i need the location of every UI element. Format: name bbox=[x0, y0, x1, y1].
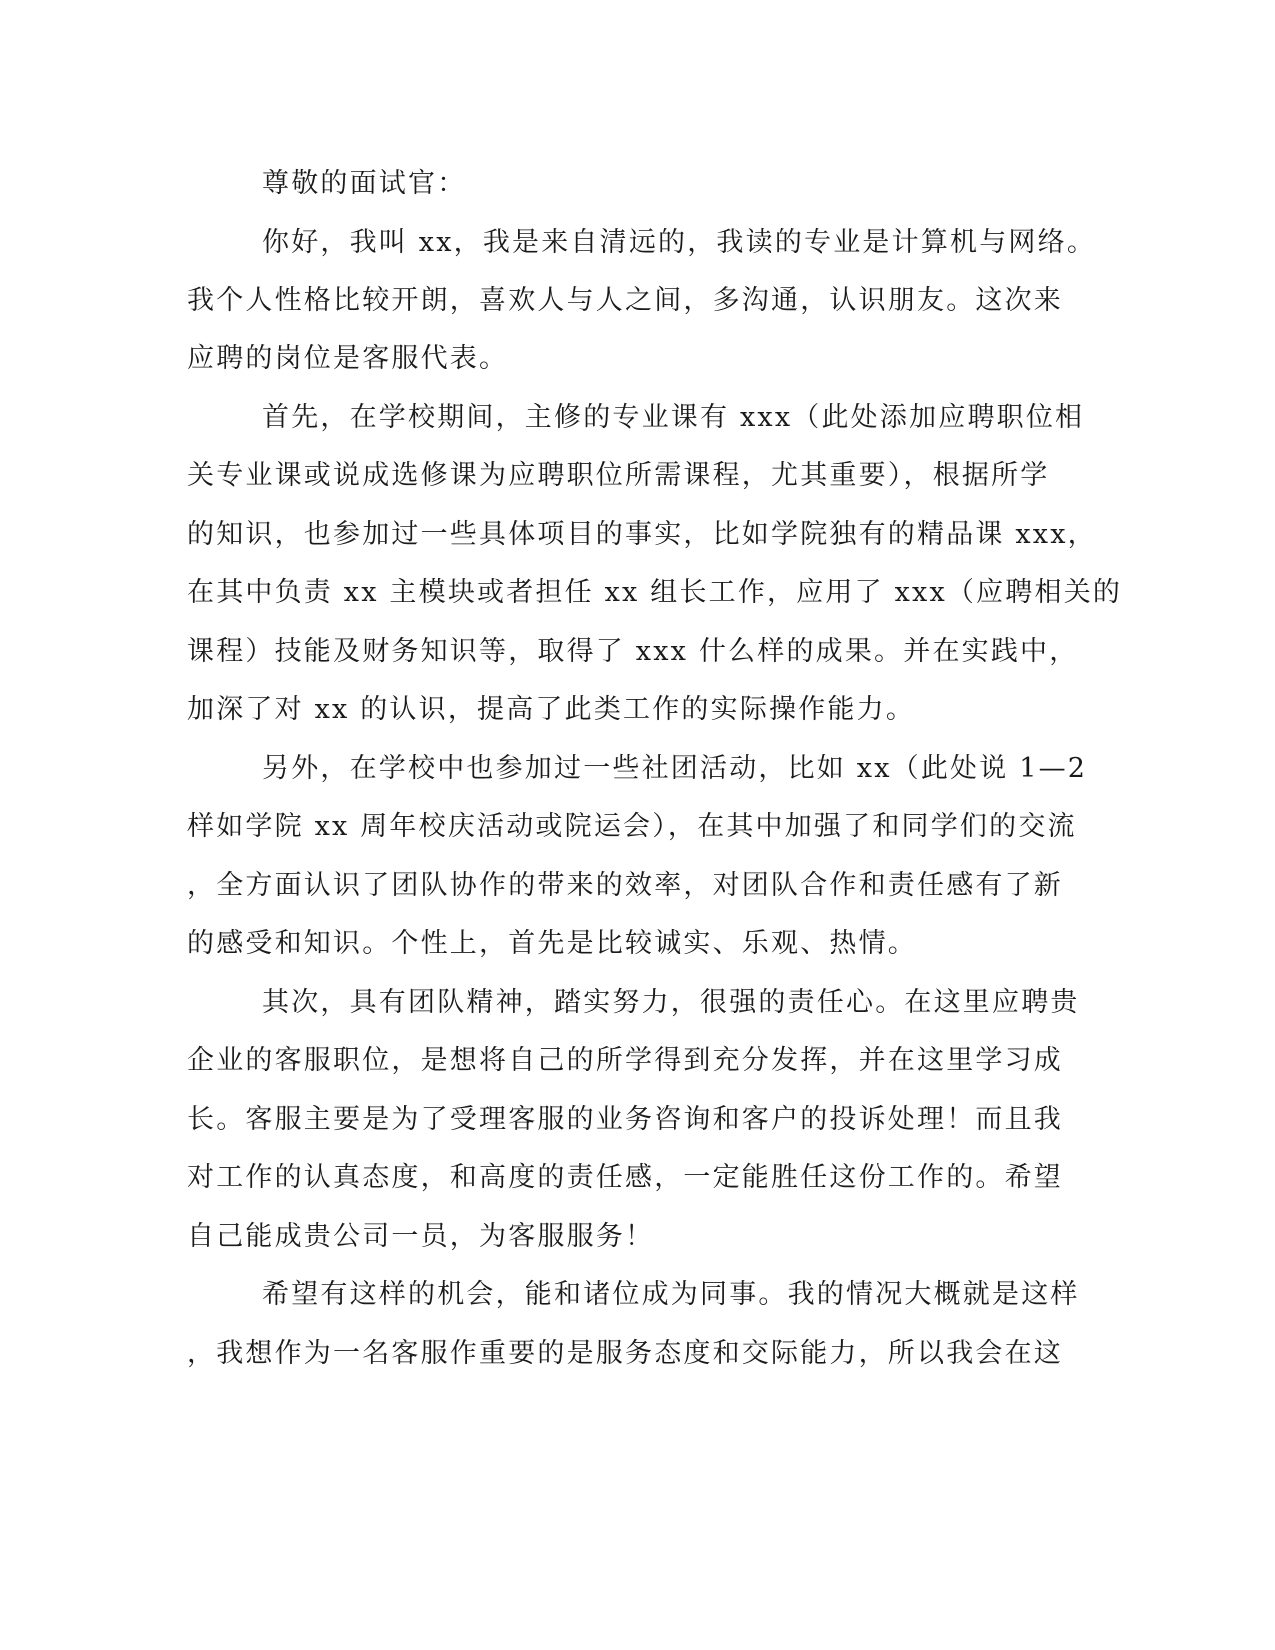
paragraph-line: 对工作的认真态度，和高度的责任感，一定能胜任这份工作的。希望 bbox=[187, 1162, 1063, 1193]
paragraph-line: 的感受和知识。个性上，首先是比较诚实、乐观、热情。 bbox=[187, 928, 917, 959]
paragraph-line: 应聘的岗位是客服代表。 bbox=[187, 343, 509, 374]
paragraph-line: ，全方面认识了团队协作的带来的效率，对团队合作和责任感有了新 bbox=[187, 870, 1063, 901]
paragraph-line: 我个人性格比较开朗，喜欢人与人之间，多沟通，认识朋友。这次来 bbox=[187, 285, 1063, 316]
paragraph-line: 另外，在学校中也参加过一些社团活动，比如 xx（此处说 1—2 bbox=[262, 753, 1088, 784]
salutation: 尊敬的面试官： bbox=[262, 168, 467, 199]
paragraph-line: 样如学院 xx 周年校庆活动或院运会），在其中加强了和同学们的交流 bbox=[187, 811, 1077, 842]
paragraph-line: 首先，在学校期间，主修的专业课有 xxx（此处添加应聘职位相 bbox=[262, 402, 1085, 433]
paragraph-line: 在其中负责 xx 主模块或者担任 xx 组长工作，应用了 xxx（应聘相关的 bbox=[187, 577, 1123, 608]
paragraph-line: 自己能成贵公司一员，为客服服务！ bbox=[187, 1221, 655, 1252]
paragraph-line: 你好，我叫 xx，我是来自清远的，我读的专业是计算机与网络。 bbox=[262, 227, 1097, 258]
paragraph-line: 的知识，也参加过一些具体项目的事实，比如学院独有的精品课 xxx， bbox=[187, 519, 1097, 550]
paragraph-line: 课程）技能及财务知识等，取得了 xxx 什么样的成果。并在实践中， bbox=[187, 636, 1079, 667]
paragraph-line: 加深了对 xx 的认识，提高了此类工作的实际操作能力。 bbox=[187, 694, 916, 725]
paragraph-line: 其次，具有团队精神，踏实努力，很强的责任心。在这里应聘贵 bbox=[262, 987, 1080, 1018]
paragraph-line: 长。客服主要是为了受理客服的业务咨询和客户的投诉处理！而且我 bbox=[187, 1104, 1063, 1135]
paragraph-line: ，我想作为一名客服作重要的是服务态度和交际能力，所以我会在这 bbox=[187, 1338, 1063, 1369]
paragraph-line: 希望有这样的机会，能和诸位成为同事。我的情况大概就是这样 bbox=[262, 1279, 1080, 1310]
paragraph-line: 企业的客服职位，是想将自己的所学得到充分发挥，并在这里学习成 bbox=[187, 1045, 1063, 1076]
paragraph-line: 关专业课或说成选修课为应聘职位所需课程，尤其重要），根据所学 bbox=[187, 460, 1050, 491]
